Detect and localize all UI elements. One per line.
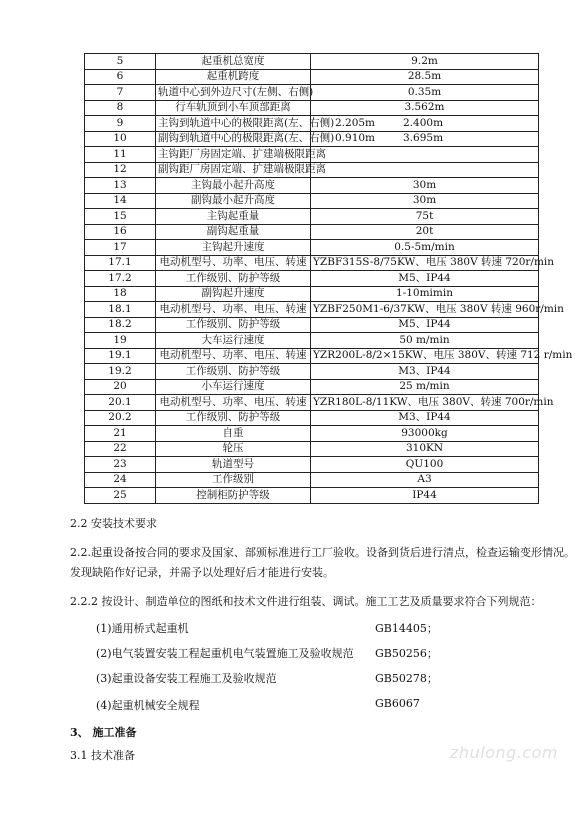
spec-row-number: 17.2 xyxy=(85,271,156,287)
spec-row-number: 25 xyxy=(85,488,156,504)
spec-row-value: YZR200L-8/2×15KW、电压 380V、转速 712 r/min xyxy=(311,348,539,364)
spec-row-parameter: 主钩距厂房固定端、扩建端极限距离 xyxy=(156,147,311,163)
section-3-1-heading: 3.1 技术准备 xyxy=(70,749,135,762)
spec-row-value: 30m xyxy=(311,178,539,194)
standard-item-4: (4)起重机械安全规程 xyxy=(96,699,200,712)
spec-row xyxy=(85,426,539,442)
spec-row-parameter: 工作级别、防护等级 xyxy=(156,271,311,287)
spec-row-parameter: 大车运行速度 xyxy=(156,333,311,349)
spec-row-number: 16 xyxy=(85,224,156,240)
standard-item-2: (2)电气装置安装工程起重机电气装置施工及验收规范 xyxy=(96,647,354,660)
spec-row-parameter: 副钩距厂房固定端、扩建端极限距离 xyxy=(156,162,311,178)
spec-row-number: 15 xyxy=(85,209,156,225)
spec-row-value xyxy=(311,147,539,163)
spec-row-value: 25 m/min xyxy=(311,379,539,395)
spec-row-number: 14 xyxy=(85,193,156,209)
spec-row xyxy=(85,488,539,504)
spec-row-value: 0.5-5m/min xyxy=(311,240,539,256)
spec-row-value xyxy=(311,162,539,178)
spec-row-number: 22 xyxy=(85,441,156,457)
spec-row-value: 20t xyxy=(311,224,539,240)
spec-row-number: 20 xyxy=(85,379,156,395)
spec-row xyxy=(85,255,539,271)
spec-row-parameter: 主钩起升速度 xyxy=(156,240,311,256)
spec-row-parameter: 副钩起升速度 xyxy=(156,286,311,302)
spec-row-number: 21 xyxy=(85,426,156,442)
spec-row-number: 17 xyxy=(85,240,156,256)
spec-row-parameter: 电动机型号、功率、电压、转速 xyxy=(156,255,311,271)
spec-row-parameter: 电动机型号、功率、电压、转速 xyxy=(156,348,311,364)
standard-code-4: GB6067 xyxy=(375,697,420,710)
spec-row-value: YZBF315S-8/75KW、电压 380V 转速 720r/min xyxy=(311,255,539,271)
spec-row-value: 30m xyxy=(311,193,539,209)
spec-row xyxy=(85,410,539,426)
spec-row xyxy=(85,395,539,411)
spec-row-number: 19.2 xyxy=(85,364,156,380)
spec-row-parameter: 自重 xyxy=(156,426,311,442)
spec-row-parameter: 起重机跨度 xyxy=(156,69,311,85)
para-acceptance-line2: 发现缺陷作好记录，并需予以处理好后才能进行安装。 xyxy=(70,566,334,579)
spec-row-number: 24 xyxy=(85,472,156,488)
spec-row-value xyxy=(311,131,539,147)
spec-row xyxy=(85,302,539,318)
spec-row-value: M3、IP44 xyxy=(311,410,539,426)
spec-row-number: 20.2 xyxy=(85,410,156,426)
para-assembly: 2.2.2 按设计、制造单位的图纸和技术文件进行组装、调试。施工工艺及质量要求符合下列规范： xyxy=(70,595,542,608)
standard-item-1: (1)通用桥式起重机 xyxy=(96,622,189,635)
spec-row-parameter: 轨道中心到外边尺寸(左侧、右侧) xyxy=(156,85,311,101)
spec-row-parameter: 行车轨顶到小车顶部距离 xyxy=(156,100,311,116)
spec-row-number: 12 xyxy=(85,162,156,178)
spec-row xyxy=(85,162,539,178)
spec-row-parameter: 工作级别、防护等级 xyxy=(156,317,311,333)
spec-row-value-left: 2.205m xyxy=(335,116,376,129)
spec-row xyxy=(85,54,539,70)
spec-row xyxy=(85,441,539,457)
spec-row xyxy=(85,131,539,147)
spec-row-parameter: 小车运行速度 xyxy=(156,379,311,395)
spec-row-value: QU100 xyxy=(311,457,539,473)
spec-row-value: M3、IP44 xyxy=(311,364,539,380)
spec-row xyxy=(85,333,539,349)
spec-row-value: YZR180L-8/11KW、电压 380V、转速 700r/min xyxy=(311,395,539,411)
section-2-2-heading: 2.2 安装技术要求 xyxy=(70,517,157,530)
spec-row-parameter: 主钩最小起升高度 xyxy=(156,178,311,194)
spec-row-number: 19 xyxy=(85,333,156,349)
spec-row-parameter: 控制柜防护等级 xyxy=(156,488,311,504)
spec-row xyxy=(85,147,539,163)
spec-row-value: 3.562m xyxy=(311,100,539,116)
spec-row-number: 19.1 xyxy=(85,348,156,364)
standard-code-1: GB14405； xyxy=(375,622,438,635)
spec-row xyxy=(85,457,539,473)
spec-row-number: 6 xyxy=(85,69,156,85)
spec-row-number: 9 xyxy=(85,116,156,132)
spec-table-body xyxy=(85,54,573,504)
spec-row xyxy=(85,224,539,240)
spec-row-value: 0.35m xyxy=(311,85,539,101)
spec-row-value: 28.5m xyxy=(311,69,539,85)
spec-row-value: YZBF250M1-6/37KW、电压 380V 转速 960r/min xyxy=(311,302,539,318)
spec-row xyxy=(85,69,539,85)
spec-row-value: IP44 xyxy=(311,488,539,504)
crane-spec-table xyxy=(84,53,573,504)
spec-row xyxy=(85,286,539,302)
spec-row-parameter: 起重机总宽度 xyxy=(156,54,311,70)
spec-row xyxy=(85,379,539,395)
spec-row-parameter: 工作级别、防护等级 xyxy=(156,410,311,426)
spec-row-value: 1-10mimin xyxy=(311,286,539,302)
spec-row-parameter: 主钩到轨道中心的极限距离(左、右侧) xyxy=(156,116,311,132)
spec-row-parameter: 轮压 xyxy=(156,441,311,457)
spec-row-value-right: 2.400m xyxy=(403,116,444,129)
spec-row xyxy=(85,100,539,116)
spec-row-parameter: 工作级别 xyxy=(156,472,311,488)
spec-row-number: 13 xyxy=(85,178,156,194)
spec-row-value: 310KN xyxy=(311,441,539,457)
spec-row-number: 18.2 xyxy=(85,317,156,333)
spec-row-parameter: 工作级别、防护等级 xyxy=(156,364,311,380)
spec-row-value: M5、IP44 xyxy=(311,271,539,287)
standard-item-3: (3)起重设备安装工程施工及验收规范 xyxy=(96,672,277,685)
spec-row-number: 18.1 xyxy=(85,302,156,318)
spec-row-number: 23 xyxy=(85,457,156,473)
spec-row-parameter: 电动机型号、功率、电压、转速 xyxy=(156,302,311,318)
spec-row-parameter: 副钩最小起升高度 xyxy=(156,193,311,209)
standard-code-2: GB50256； xyxy=(375,647,438,660)
spec-row xyxy=(85,178,539,194)
spec-row-number: 17.1 xyxy=(85,255,156,271)
spec-row xyxy=(85,116,539,132)
watermark-logo: zhulong.com xyxy=(450,743,558,762)
spec-row xyxy=(85,472,539,488)
spec-row-number: 5 xyxy=(85,54,156,70)
para-acceptance-line1: 2.2.起重设备按合同的要求及国家、部颁标准进行工厂验收。设备到货后进行清点，检查运输变形情况。 xyxy=(70,546,575,559)
section-3-heading: 3、 施工准备 xyxy=(70,726,137,739)
spec-row-value: A3 xyxy=(311,472,539,488)
spec-row-number: 10 xyxy=(85,131,156,147)
spec-row-value-left: 0.910m xyxy=(335,132,376,145)
standard-code-3: GB50278； xyxy=(375,672,438,685)
spec-row-parameter: 轨道型号 xyxy=(156,457,311,473)
spec-row-parameter: 主钩起重量 xyxy=(156,209,311,225)
spec-row xyxy=(85,348,539,364)
spec-row-parameter: 副钩到轨道中心的极限距离(左、右侧) xyxy=(156,131,311,147)
spec-row-number: 18 xyxy=(85,286,156,302)
spec-row xyxy=(85,364,539,380)
spec-row-number: 8 xyxy=(85,100,156,116)
spec-row-value: 50 m/min xyxy=(311,333,539,349)
spec-row-number: 20.1 xyxy=(85,395,156,411)
spec-row-number: 7 xyxy=(85,85,156,101)
spec-row-value: M5、IP44 xyxy=(311,317,539,333)
spec-row-value-right: 3.695m xyxy=(403,132,444,145)
spec-row xyxy=(85,317,539,333)
spec-row-parameter: 电动机型号、功率、电压、转速 xyxy=(156,395,311,411)
spec-row xyxy=(85,271,539,287)
spec-row-value: 93000kg xyxy=(311,426,539,442)
spec-row-parameter: 副钩起重量 xyxy=(156,224,311,240)
spec-row xyxy=(85,240,539,256)
spec-row xyxy=(85,85,539,101)
spec-row-number: 11 xyxy=(85,147,156,163)
spec-row xyxy=(85,209,539,225)
spec-row-value xyxy=(311,116,539,132)
spec-row xyxy=(85,193,539,209)
spec-row-value: 75t xyxy=(311,209,539,225)
spec-row-value: 9.2m xyxy=(311,54,539,70)
